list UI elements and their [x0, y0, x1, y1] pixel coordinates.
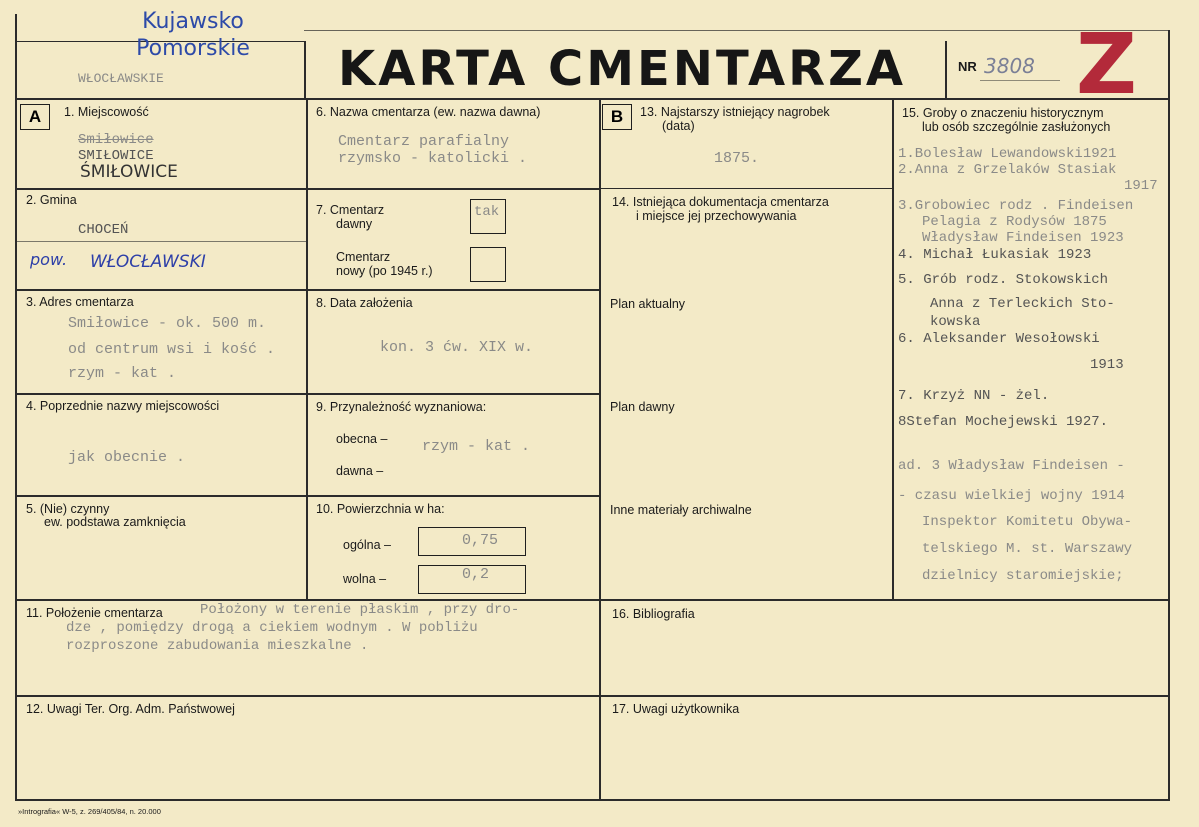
gmina-split — [15, 241, 307, 242]
field-9-former-label: dawna – — [336, 464, 384, 478]
field-6-line-2: rzymsko - katolicki . — [338, 150, 528, 167]
page-title: KARTA CMENTARZA — [338, 41, 907, 97]
field-3-line-3: rzym - kat . — [68, 365, 177, 382]
grave-line-17: Inspektor Komitetu Obywa- — [922, 514, 1133, 530]
grave-line-13: 7. Krzyż NN - żel. — [898, 388, 1050, 404]
field-6-line-1: Cmentarz parafialny — [338, 133, 510, 150]
field-11-line-1: Położony w terenie płaskim , przy dro- — [200, 602, 520, 618]
field-1-handwritten: ŚMIŁOWICE — [80, 162, 178, 182]
field-7-old-value: tak — [474, 204, 500, 220]
field-2-handwritten: WŁOCŁAWSKI — [90, 252, 206, 272]
header-divider-1 — [304, 41, 306, 99]
field-10-free-value: 0,2 — [462, 566, 490, 583]
grave-line-18: telskiego M. st. Warszawy — [922, 541, 1133, 557]
grave-line-10: kowska — [930, 314, 981, 330]
grave-line-5: Pelagia z Rodysów 1875 — [922, 214, 1107, 230]
field-11-line-3: rozproszone zabudowania mieszkalne . — [66, 638, 369, 654]
field-1-label: 1. Miejscowość — [64, 105, 149, 119]
header-divider-2 — [945, 41, 947, 99]
field-10-label: 10. Powierzchnia w ha: — [316, 502, 445, 516]
border-left — [15, 14, 17, 800]
field-13-label: 13. Najstarszy istniejący nagrobek — [640, 105, 830, 119]
field-17-label: 17. Uwagi użytkownika — [612, 702, 740, 716]
grave-line-4: 3.Grobowiec rodz . Findeisen — [898, 198, 1134, 214]
grave-line-15: ad. 3 Władysław Findeisen - — [898, 458, 1125, 474]
grave-line-7: 4. Michał Łukasiak 1923 — [898, 247, 1092, 263]
field-2-typed-value: CHOCEŃ — [78, 222, 129, 238]
printer-imprint: »Intrografia« W-5, z. 269/405/84, n. 20.000 — [18, 807, 161, 816]
field-14-label: 14. Istniejąca dokumentacja cmentarza — [612, 195, 829, 209]
row-line-1 — [15, 188, 600, 190]
field-5-sublabel: ew. podstawa zamknięcia — [44, 515, 186, 529]
row-line-6 — [15, 695, 1170, 697]
section-a-letter: A — [20, 104, 50, 130]
grave-line-3: 1917 — [1124, 178, 1158, 194]
b-row-1 — [600, 188, 893, 189]
field-2-label: 2. Gmina — [26, 193, 77, 207]
field-9-current-label: obecna – — [336, 432, 388, 446]
grave-line-6: Władysław Findeisen 1923 — [922, 230, 1124, 246]
col-div-1 — [306, 100, 308, 600]
top-line-mid — [304, 30, 1170, 31]
field-3-label: 3. Adres cmentarza — [26, 295, 134, 309]
grave-line-11: 6. Aleksander Wesołowski — [898, 331, 1100, 347]
row-line-4 — [15, 495, 600, 497]
nr-underline — [980, 80, 1060, 81]
field-5-label: 5. (Nie) czynny — [26, 502, 110, 516]
nr-value: 3808 — [984, 54, 1035, 78]
field-10-total-value: 0,75 — [462, 532, 499, 549]
region-stamp — [108, 8, 278, 62]
section-b-letter: B — [602, 104, 632, 130]
grave-line-14: 8Stefan Mochejewski 1927. — [898, 414, 1109, 430]
grave-line-2: 2.Anna z Grzelaków Stasiak — [898, 162, 1117, 178]
field-1-typed-value: SMIŁOWICE — [78, 148, 154, 164]
voivodeship-value: WŁOCŁAWSKIE — [78, 71, 164, 86]
field-1-old-value: Smiłowice — [78, 132, 154, 148]
field-3-line-2: od centrum wsi i kość . — [68, 341, 276, 358]
field-8-label: 8. Data założenia — [316, 296, 413, 310]
field-7-old-sublabel: dawny — [336, 217, 373, 231]
field-7-new-box — [470, 247, 506, 282]
grave-line-1: 1.Bolesław Lewandowski1921 — [898, 146, 1117, 162]
row-line-3 — [15, 393, 600, 395]
row-line-5 — [15, 599, 1170, 601]
field-6-label: 6. Nazwa cmentarza (ew. nazwa dawna) — [316, 105, 541, 119]
border-bottom — [15, 799, 1170, 801]
field-10-free-label: wolna – — [343, 572, 387, 586]
field-3-line-1: Smiłowice - ok. 500 m. — [68, 315, 267, 332]
field-4-value: jak obecnie . — [68, 449, 186, 466]
plan-current-label: Plan aktualny — [610, 297, 686, 311]
grave-line-19: dzielnicy staromiejskie; — [922, 568, 1124, 584]
col-div-3 — [892, 100, 894, 600]
field-12-label: 12. Uwagi Ter. Org. Adm. Państwowej — [26, 702, 235, 716]
field-14-sublabel: i miejsce jej przechowywania — [636, 209, 797, 223]
row-line-2 — [15, 289, 600, 291]
grave-line-8: 5. Grób rodz. Stokowskich — [898, 272, 1109, 288]
field-7-new-sublabel: nowy (po 1945 r.) — [336, 264, 433, 278]
field-13-value: 1875. — [714, 150, 760, 167]
other-materials-label: Inne materiały archiwalne — [610, 503, 752, 517]
field-9-current-value: rzym - kat . — [422, 438, 531, 455]
field-2-hand-prefix: pow. — [30, 250, 68, 269]
grave-line-12: 1913 — [1090, 357, 1124, 373]
field-7-new-label: Cmentarz — [336, 250, 391, 264]
nr-label: NR — [958, 59, 977, 74]
stamp-line-2: Pomorskie — [136, 36, 250, 61]
grave-line-16: - czasu wielkiej wojny 1914 — [898, 488, 1125, 504]
category-mark: Z — [1076, 15, 1137, 113]
plan-former-label: Plan dawny — [610, 400, 675, 414]
field-7-label: 7. Cmentarz — [316, 203, 385, 217]
field-4-label: 4. Poprzednie nazwy miejscowości — [26, 399, 220, 413]
field-10-total-label: ogólna – — [343, 538, 391, 552]
field-15-sublabel: lub osób szczególnie zasłużonych — [922, 120, 1111, 134]
field-11-line-2: dze , pomiędzy drogą a ciekiem wodnym . W pobliżu — [66, 620, 478, 636]
field-13-sublabel: (data) — [662, 119, 695, 133]
stamp-line-1: Kujawsko — [142, 9, 244, 34]
field-11-label: 11. Położenie cmentarza — [26, 606, 163, 620]
field-8-value: kon. 3 ćw. XIX w. — [380, 339, 534, 356]
field-9-label: 9. Przynależność wyznaniowa: — [316, 400, 487, 414]
field-15-label: 15. Groby o znaczeniu historycznym — [902, 106, 1104, 120]
field-16-label: 16. Bibliografia — [612, 607, 695, 621]
grave-line-9: Anna z Terleckich Sto- — [930, 296, 1115, 312]
border-right — [1168, 30, 1170, 800]
